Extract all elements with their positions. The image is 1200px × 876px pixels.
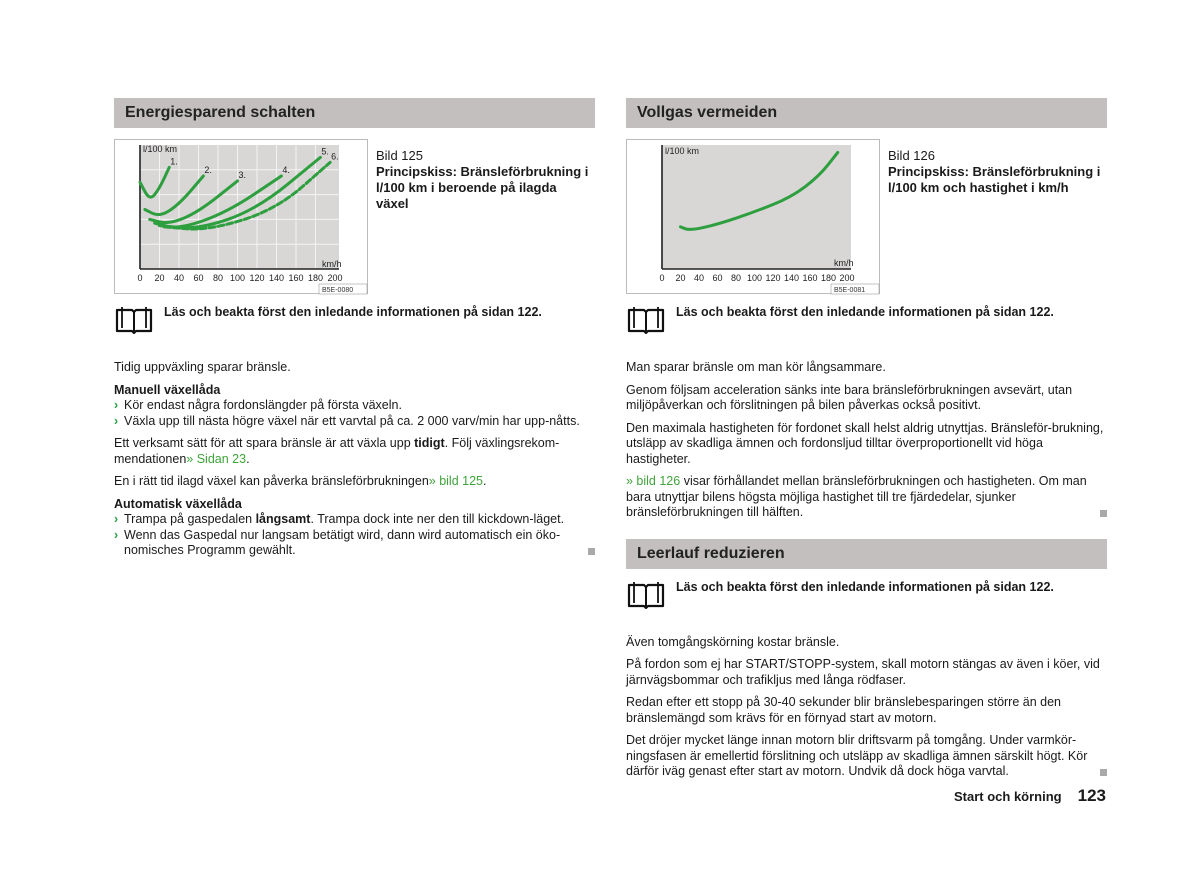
info-note bbox=[626, 579, 1107, 609]
figure-number: Bild 126 bbox=[888, 148, 935, 163]
figure-chart-126 bbox=[626, 139, 880, 294]
end-mark bbox=[588, 548, 595, 555]
figure-chart-125 bbox=[114, 139, 368, 294]
gear-end: . bbox=[482, 474, 487, 488]
paragraph bbox=[626, 733, 1107, 780]
book-icon bbox=[626, 579, 666, 609]
paragraph: Redan efter ett stopp på 30-40 sekunder blir bränslebesparingen större än den bränslemängd som krävs för en förnyad start av motorn. bbox=[626, 695, 1062, 725]
x-tick-label: 180 bbox=[820, 273, 837, 283]
x-tick-label: 160 bbox=[288, 273, 304, 283]
list-item-text: Växla upp till nästa högre växel när ett varvtal på ca. 2 000 varv/min har upp-nåtts. bbox=[124, 413, 580, 428]
gear-paragraph bbox=[114, 474, 595, 490]
paragraph-text: visar förhållandet mellan bränsleförbrukningen och hastigheten. Om man bara utnyttjar bilens högsta möjliga hastighet till tre fjärdedelar, sjunker bränsleförbrukningen till hälften. bbox=[626, 474, 1087, 519]
tip-paragraph bbox=[114, 436, 595, 467]
x-tick-label: 80 bbox=[212, 273, 224, 283]
tip-text-2: . Följ växlingsrekom-mendationen bbox=[114, 436, 560, 466]
book-icon bbox=[626, 304, 666, 334]
x-tick-label: 200 bbox=[327, 273, 343, 283]
section-heading: Energiesparend schalten bbox=[114, 98, 595, 128]
footer-section-title: Start och körning bbox=[954, 789, 1062, 804]
chevron-right-icon: › bbox=[114, 398, 119, 412]
x-tick-label: 120 bbox=[765, 273, 781, 283]
x-tick-label: 20 bbox=[675, 273, 686, 283]
note-text: Läs och beakta först den inledande informationen på sidan 122. bbox=[164, 305, 542, 319]
x-tick-label: 200 bbox=[839, 273, 855, 283]
x-axis-label: km/h bbox=[834, 258, 854, 268]
end-mark bbox=[1100, 510, 1107, 517]
page-number: 123 bbox=[1077, 786, 1106, 805]
figure-code: B5E-0081 bbox=[834, 287, 866, 294]
right-column bbox=[626, 98, 1107, 780]
list-item bbox=[114, 528, 595, 559]
info-note bbox=[626, 304, 1107, 334]
x-tick-label: 140 bbox=[268, 273, 285, 283]
chevron-right-icon: › bbox=[114, 527, 119, 542]
subheading-automatic: Automatisk växellåda bbox=[114, 496, 242, 511]
figure-caption bbox=[376, 139, 591, 294]
series-label: 5. bbox=[321, 146, 329, 157]
list-item-text: Wenn das Gaspedal nur langsam betätigt wird, dann wird automatisch ein öko-nomisches Programm gewählt. bbox=[124, 528, 595, 559]
y-axis-label: l/100 km bbox=[665, 146, 700, 156]
paragraph bbox=[626, 474, 1107, 521]
list-item bbox=[114, 398, 595, 414]
info-note bbox=[114, 304, 595, 334]
left-column bbox=[114, 98, 595, 559]
figure-row bbox=[114, 139, 595, 294]
paragraph: Även tomgångskörning kostar bränsle. bbox=[626, 634, 840, 649]
figure-code: B5E-0080 bbox=[322, 287, 354, 294]
figure-link[interactable]: » bild 125 bbox=[428, 474, 483, 488]
figure-number: Bild 125 bbox=[376, 148, 423, 163]
section-heading: Vollgas vermeiden bbox=[626, 98, 1107, 128]
section-heading: Leerlauf reduzieren bbox=[626, 539, 1107, 569]
end-mark bbox=[1100, 769, 1107, 776]
figure-link[interactable]: » bild 126 bbox=[626, 474, 681, 488]
x-tick-label: 100 bbox=[229, 273, 246, 283]
figure-title: Principskiss: Bränsleförbrukning i l/100 km i beroende på ilagda växel bbox=[376, 164, 589, 211]
x-tick-label: 140 bbox=[783, 273, 800, 283]
fuel-speed-chart bbox=[627, 140, 881, 295]
paragraph: Den maximala hastigheten för fordonet skall helst aldrig utnyttjas. Bränsleför-brukning, utsläpp av skadliga ämnen och fordonsljud tilltar överproportionellt vid höga hastigheter. bbox=[626, 420, 1104, 466]
x-tick-label: 180 bbox=[307, 273, 324, 283]
x-tick-label: 100 bbox=[746, 273, 763, 283]
intro-paragraph: Tidig uppväxling sparar bränsle. bbox=[114, 360, 291, 374]
chevron-right-icon: › bbox=[114, 413, 119, 428]
plot-area bbox=[662, 145, 851, 269]
x-tick-label: 160 bbox=[802, 273, 818, 283]
figure-caption bbox=[888, 139, 1103, 294]
list-item-text: Kör endast några fordonslängder på första växeln. bbox=[124, 398, 402, 412]
x-tick-label: 40 bbox=[693, 273, 705, 283]
paragraph: Man sparar bränsle om man kör långsammare. bbox=[626, 360, 886, 374]
x-tick-label: 40 bbox=[173, 273, 185, 283]
page-link[interactable]: » Sidan 23 bbox=[186, 451, 247, 466]
series-label: 6. bbox=[331, 151, 339, 162]
x-tick-label: 0 bbox=[137, 273, 143, 283]
list-item bbox=[114, 414, 595, 430]
gear-text: En i rätt tid ilagd växel kan påverka bränsleförbrukningen bbox=[114, 474, 429, 488]
series-label: 1. bbox=[170, 156, 178, 167]
series-label: 3. bbox=[238, 169, 247, 180]
list-item bbox=[114, 512, 595, 528]
paragraph: Genom följsam acceleration sänks inte bara bränsleförbrukningen avsevärt, utan miljöpåverkan och förslitningen på bilen påverkas också positivt. bbox=[626, 382, 1073, 412]
subheading-manual: Manuell växellåda bbox=[114, 382, 221, 397]
x-tick-label: 60 bbox=[712, 273, 723, 283]
paragraph-text: Det dröjer mycket länge innan motorn blir driftsvarm på tomgång. Under varmkör-ningsfasen är emellertid förslitning och utsläpp av skadliga ämnen särskilt högt. Kör därför iväg genast efter start av motorn. Undvik då dock höga varvtal. bbox=[626, 733, 1088, 778]
x-tick-label: 80 bbox=[730, 273, 742, 283]
page-footer bbox=[954, 786, 1106, 806]
note-text: Läs och beakta först den inledande informationen på sidan 122. bbox=[676, 579, 1054, 594]
series-label: 2. bbox=[204, 165, 212, 175]
x-axis-label: km/h bbox=[322, 259, 342, 269]
list-item-text: Trampa på gaspedalen långsamt. Trampa dock inte ner den till kickdown-läget. bbox=[124, 512, 565, 526]
x-tick-label: 20 bbox=[154, 273, 165, 283]
paragraph: På fordon som ej har START/STOPP-system, skall motorn stängas av även i köer, vid järnvägsbommar och trafikljus med långa rödfaser. bbox=[626, 657, 1100, 687]
x-tick-label: 60 bbox=[193, 273, 204, 283]
note-text: Läs och beakta först den inledande informationen på sidan 122. bbox=[676, 305, 1054, 319]
fuel-gear-chart bbox=[115, 140, 369, 295]
y-axis-label: l/100 km bbox=[143, 144, 178, 154]
figure-row bbox=[626, 139, 1107, 294]
tip-bold: tidigt bbox=[414, 436, 445, 450]
book-icon bbox=[114, 304, 154, 334]
series-label: 4. bbox=[282, 165, 290, 175]
chevron-right-icon: › bbox=[114, 512, 119, 526]
tip-end: . bbox=[246, 451, 250, 466]
x-tick-label: 0 bbox=[659, 273, 665, 283]
tip-text: Ett verksamt sätt för att spara bränsle är att växla upp bbox=[114, 436, 415, 450]
figure-title: Principskiss: Bränsleförbrukning i l/100 km och hastighet i km/h bbox=[888, 164, 1101, 195]
x-tick-label: 120 bbox=[249, 273, 265, 283]
